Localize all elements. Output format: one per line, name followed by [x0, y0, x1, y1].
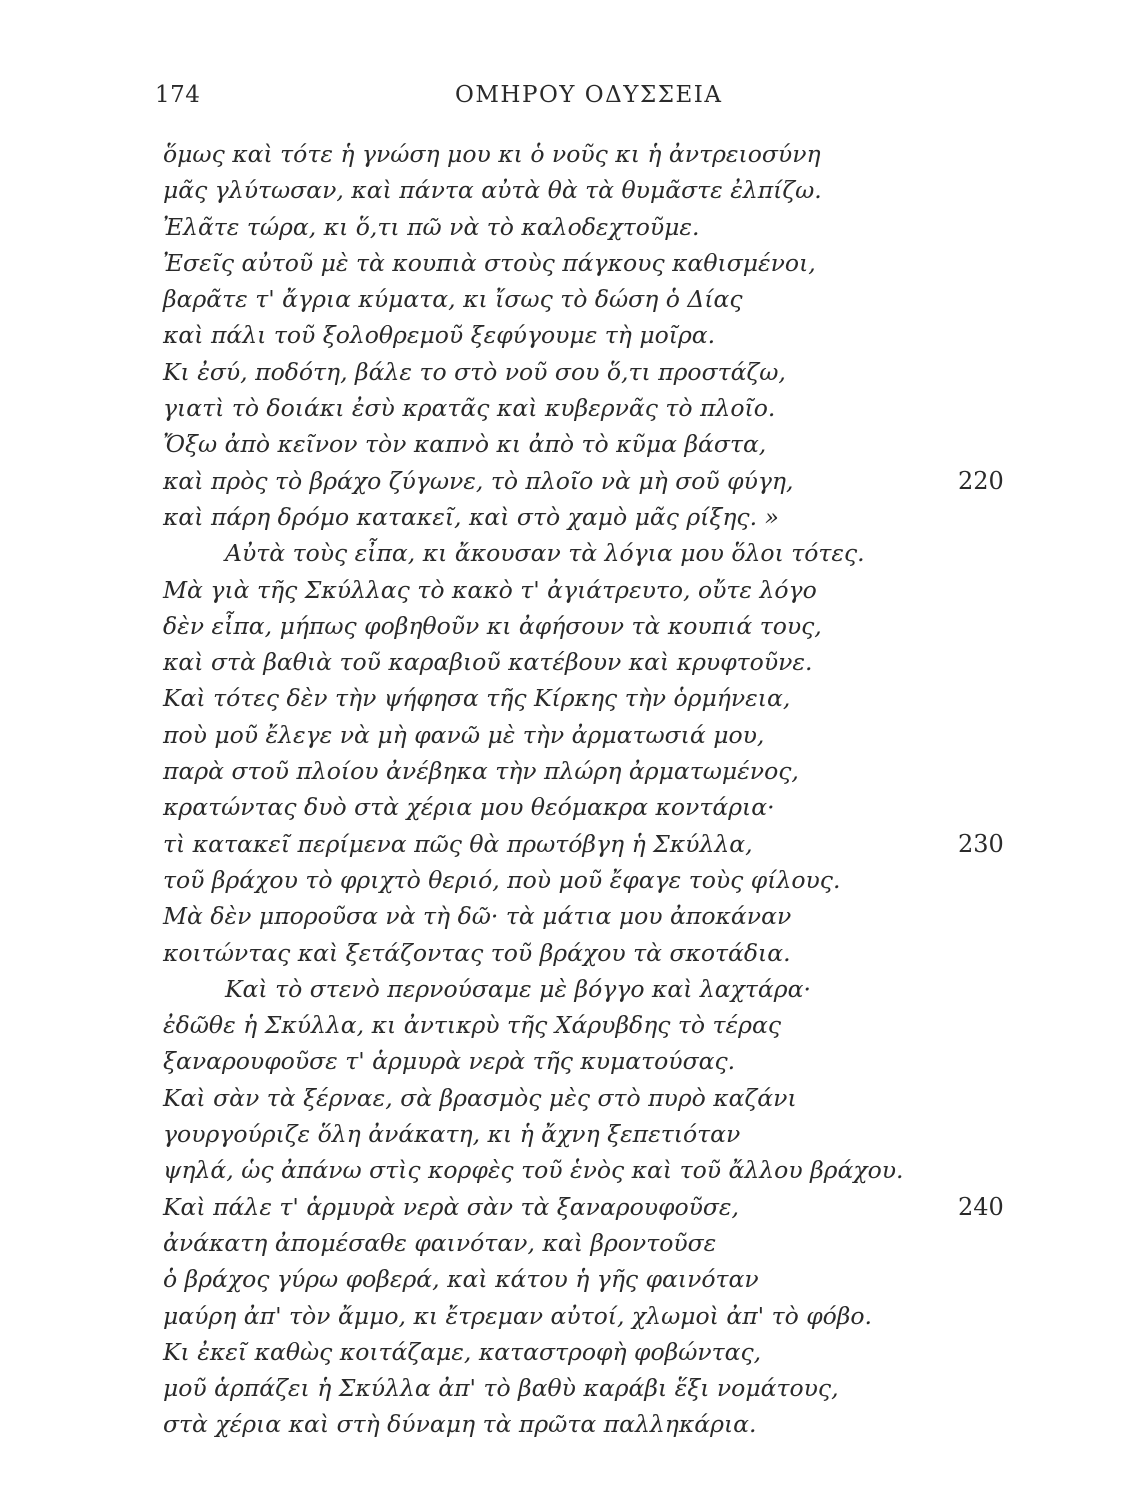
verse-text: μᾶς γλύτωσαν, καὶ πάντα αὐτὰ θὰ τὰ θυμᾶστε ἐλπίζω. [163, 176, 822, 205]
verse-text: μοῦ ἁρπάζει ἡ Σκύλλα ἀπ' τὸ βαθὺ καράβι ἕξι νομάτους, [163, 1374, 839, 1403]
verse-text: καὶ στὰ βαθιὰ τοῦ καραβιοῦ κατέβουν καὶ κρυφτοῦνε. [163, 648, 813, 677]
verse-text: στὰ χέρια καὶ στὴ δύναμη τὰ πρῶτα παλληκάρια. [163, 1410, 757, 1439]
verse-line [163, 1152, 1023, 1188]
verse-text: Κι ἐσύ, ποδότη, βάλε το στὸ νοῦ σου ὅ,τι προστάζω, [163, 357, 786, 386]
page-number: 174 [155, 82, 201, 108]
verse-line [163, 1043, 1023, 1079]
verse-line [163, 1116, 1023, 1152]
verse-text: Μὰ γιὰ τῆς Σκύλλας τὸ κακὸ τ' ἀγιάτρευτο, οὔτε λόγο [163, 575, 817, 604]
verse-line [163, 1370, 1023, 1406]
verse-text: παρὰ στοῦ πλοίου ἀνέβηκα τὴν πλώρη ἀρματωμένος, [163, 757, 799, 786]
verse-text: κοιτώντας καὶ ξετάζοντας τοῦ βράχου τὰ σκοτάδια. [163, 938, 791, 967]
verse-line [163, 426, 1023, 462]
verse-line [163, 317, 1023, 353]
verse-text: κρατώντας δυὸ στὰ χέρια μου θεόμακρα κοντάρια· [163, 793, 775, 822]
verse-line [163, 826, 1023, 862]
verse-line [163, 463, 1023, 499]
verse-text: Κι ἐκεῖ καθὼς κοιτάζαμε, καταστροφὴ φοβώντας, [163, 1337, 762, 1366]
verse-line [163, 499, 1023, 535]
verse-text: ὁ βράχος γύρω φοβερά, καὶ κάτου ἡ γῆς φαινόταν [163, 1265, 759, 1294]
verse-line [163, 753, 1023, 789]
running-title: ΟΜΗΡΟΥ ΟΔΥΣΣΕΙΑ [455, 82, 723, 108]
verse-line [163, 1225, 1023, 1261]
verse-text: ἐδῶθε ἡ Σκύλλα, κι ἀντικρὺ τῆς Χάρυβδης τὸ τέρας [163, 1011, 781, 1040]
line-number: 220 [958, 466, 1004, 495]
verse-text: ὅμως καὶ τότε ἡ γνώση μου κι ὁ νοῦς κι ἡ ἀντρειοσύνη [163, 140, 821, 168]
verse-text: Ἐσεῖς αὐτοῦ μὲ τὰ κουπιὰ στοὺς πάγκους καθισμένοι, [163, 248, 816, 277]
verse-line [163, 898, 1023, 934]
verse-text: Καὶ τὸ στενὸ περνούσαμε μὲ βόγγο καὶ λαχτάρα· [225, 974, 811, 1003]
verse-text: καὶ πάλι τοῦ ξολοθρεμοῦ ξεφύγουμε τὴ μοῖρα. [163, 321, 716, 350]
line-number: 240 [958, 1192, 1004, 1221]
verse-text: Ὄξω ἀπὸ κεῖνον τὸν καπνὸ κι ἀπὸ τὸ κῦμα βάστα, [163, 430, 767, 459]
verse-line [163, 717, 1023, 753]
verse-text: δὲν εἶπα, μήπως φοβηθοῦν κι ἀφήσουν τὰ κουπιά τους, [163, 611, 822, 640]
verse-text: γιατὶ τὸ δοιάκι ἐσὺ κρατᾶς καὶ κυβερνᾶς τὸ πλοῖο. [163, 394, 776, 423]
verse-line [163, 172, 1023, 208]
verse-line [163, 572, 1023, 608]
verse-line [163, 1080, 1023, 1116]
verse-text: ἀνάκατη ἀπομέσαθε φαινόταν, καὶ βροντοῦσε [163, 1228, 717, 1257]
line-number: 230 [958, 829, 1004, 858]
verse-line [163, 390, 1023, 426]
verse-text: Μὰ δὲν μποροῦσα νὰ τὴ δῶ· τὰ μάτια μου ἀποκάναν [163, 902, 792, 931]
verse-text: Καὶ τότες δὲν τὴν ψήφησα τῆς Κίρκης τὴν ὁρμήνεια, [163, 684, 791, 713]
verse-line [163, 1334, 1023, 1370]
verse-line [163, 789, 1023, 825]
verse-line [163, 281, 1023, 317]
verse-line [163, 535, 1023, 571]
verse-text: μαύρη ἀπ' τὸν ἄμμο, κι ἔτρεμαν αὐτοί, χλωμοὶ ἀπ' τὸ φόβο. [163, 1301, 873, 1330]
verse-line [163, 680, 1023, 716]
verse-text: βαρᾶτε τ' ἄγρια κύματα, κι ἴσως τὸ δώση ὁ Δίας [163, 285, 743, 314]
poem-text [163, 136, 1023, 1443]
verse-text: Ἐλᾶτε τώρα, κι ὅ,τι πῶ νὰ τὸ καλοδεχτοῦμε. [163, 212, 700, 241]
verse-line [163, 1007, 1023, 1043]
verse-line [163, 245, 1023, 281]
verse-line [163, 1189, 1023, 1225]
verse-text: ποὺ μοῦ ἔλεγε νὰ μὴ φανῶ μὲ τὴν ἀρματωσιά μου, [163, 720, 765, 749]
verse-text: καὶ πρὸς τὸ βράχο ζύγωνε, τὸ πλοῖο νὰ μὴ σοῦ φύγη, [163, 466, 794, 495]
verse-text: ψηλά, ὡς ἀπάνω στὶς κορφὲς τοῦ ἑνὸς καὶ τοῦ ἄλλου βράχου. [163, 1156, 904, 1185]
verse-line [163, 608, 1023, 644]
verse-line [163, 1261, 1023, 1297]
verse-line [163, 935, 1023, 971]
verse-text: Καὶ πάλε τ' ἁρμυρὰ νερὰ σὰν τὰ ξαναρουφοῦσε, [163, 1192, 740, 1221]
verse-line [163, 1298, 1023, 1334]
verse-line [163, 971, 1023, 1007]
verse-line [163, 136, 1023, 172]
verse-line [163, 209, 1023, 245]
verse-text: τὶ κατακεῖ περίμενα πῶς θὰ πρωτόβγη ἡ Σκύλλα, [163, 829, 753, 858]
verse-line [163, 1406, 1023, 1442]
verse-text: τοῦ βράχου τὸ φριχτὸ θεριό, ποὺ μοῦ ἔφαγε τοὺς φίλους. [163, 865, 841, 894]
verse-text: Αὐτὰ τοὺς εἶπα, κι ἄκουσαν τὰ λόγια μου ὅλοι τότες. [225, 539, 865, 568]
verse-text: γουργούριζε ὅλη ἀνάκατη, κι ἡ ἄχνη ξεπετιόταν [163, 1120, 741, 1149]
verse-line [163, 644, 1023, 680]
verse-line [163, 354, 1023, 390]
verse-text: καὶ πάρη δρόμο κατακεῖ, καὶ στὸ χαμὸ μᾶς ρίξης. » [163, 502, 779, 531]
verse-line [163, 862, 1023, 898]
verse-text: ξαναρουφοῦσε τ' ἁρμυρὰ νερὰ τῆς κυματούσας. [163, 1047, 736, 1076]
verse-text: Καὶ σὰν τὰ ξέρναε, σὰ βρασμὸς μὲς στὸ πυρὸ καζάνι [163, 1083, 797, 1112]
